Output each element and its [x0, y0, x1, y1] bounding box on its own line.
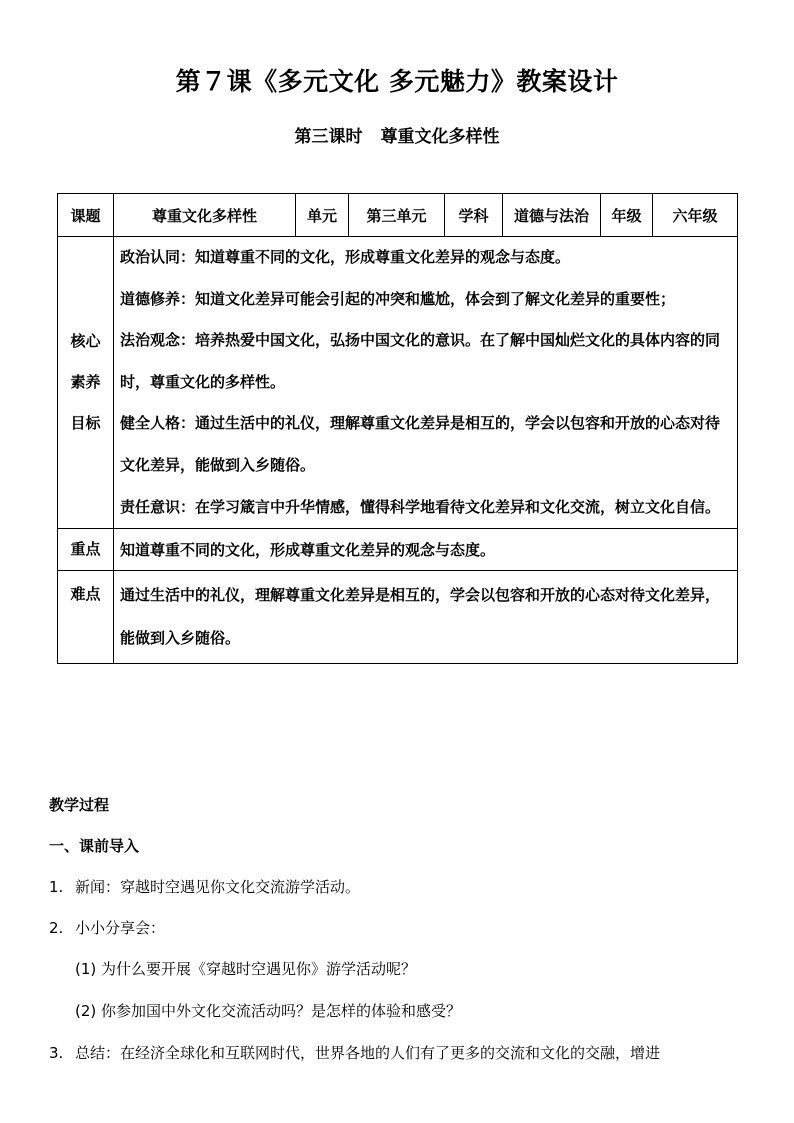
document-title: 第７课《多元文化 多元魅力》教案设计 [175, 67, 619, 96]
key-point-row [58, 529, 738, 571]
list-item: 1. 新闻：穿越时空遇见你文化交流游学活动。 [49, 878, 361, 896]
lesson-topic: 尊重文化多样性 [380, 127, 500, 147]
unit-label: 单元 [296, 194, 349, 237]
process-heading: 教学过程 [49, 796, 110, 814]
sub-question-1: (1) 为什么要开展《穿越时空遇见你》游学活动呢？ [75, 960, 417, 978]
unit-value: 第三单元 [349, 194, 445, 237]
list-item: 3. 总结：在经济全球化和互联网时代，世界各地的人们有了更多的交流和文化的交融，增进 [49, 1044, 661, 1062]
core-literacy-content [114, 237, 738, 529]
goal-political: 政治认同：知道尊重不同的文化，形成尊重文化差异的观念与态度。 [120, 248, 571, 266]
difficult-point-row [58, 571, 738, 664]
lesson-plan-table [57, 193, 738, 664]
grade-label: 年级 [601, 194, 653, 237]
list-item: 2. 小小分享会： [49, 919, 166, 937]
key-point-text: 知道尊重不同的文化，形成尊重文化差异的观念与态度。 [114, 529, 738, 571]
goal-moral: 道德修养：知道文化差异可能会引起的冲突和尴尬，体会到了解文化差异的重要性； [120, 289, 676, 308]
sub-question-2: (2) 你参加国中外文化交流活动吗？是怎样的体验和感受？ [75, 1002, 462, 1020]
lesson-period: 第三课时 [294, 127, 363, 147]
goal-responsibility: 责任意识：在学习箴言中升华情感，懂得科学地看待文化差异和文化交流，树立文化自信。 [120, 497, 721, 516]
difficult-point-label: 难点 [58, 571, 114, 664]
subject-label: 学科 [445, 194, 503, 237]
core-literacy-label: 核心 素养 目标 [58, 237, 114, 529]
topic-value: 尊重文化多样性 [114, 194, 296, 237]
goal-personality: 健全人格：通过生活中的礼仪，理解尊重文化差异是相互的，学会以包容和开放的心态对待文化差异，能做到入乡随俗。 [120, 414, 721, 474]
grade-value: 六年级 [653, 194, 738, 237]
section-intro-heading: 一、课前导入 [49, 837, 140, 855]
subject-value: 道德与法治 [503, 194, 601, 237]
goal-law: 法治观念：培养热爱中国文化，弘扬中国文化的意识。在了解中国灿烂文化的具体内容的同时，尊重文化的多样性。 [120, 331, 721, 391]
key-point-label: 重点 [58, 529, 114, 571]
table-header-row [58, 194, 738, 237]
core-literacy-row [58, 237, 738, 529]
document-subtitle [0, 122, 794, 147]
difficult-point-text: 通过生活中的礼仪，理解尊重文化差异是相互的，学会以包容和开放的心态对待文化差异，能做到入乡随俗。 [114, 571, 738, 664]
topic-label: 课题 [58, 194, 114, 237]
